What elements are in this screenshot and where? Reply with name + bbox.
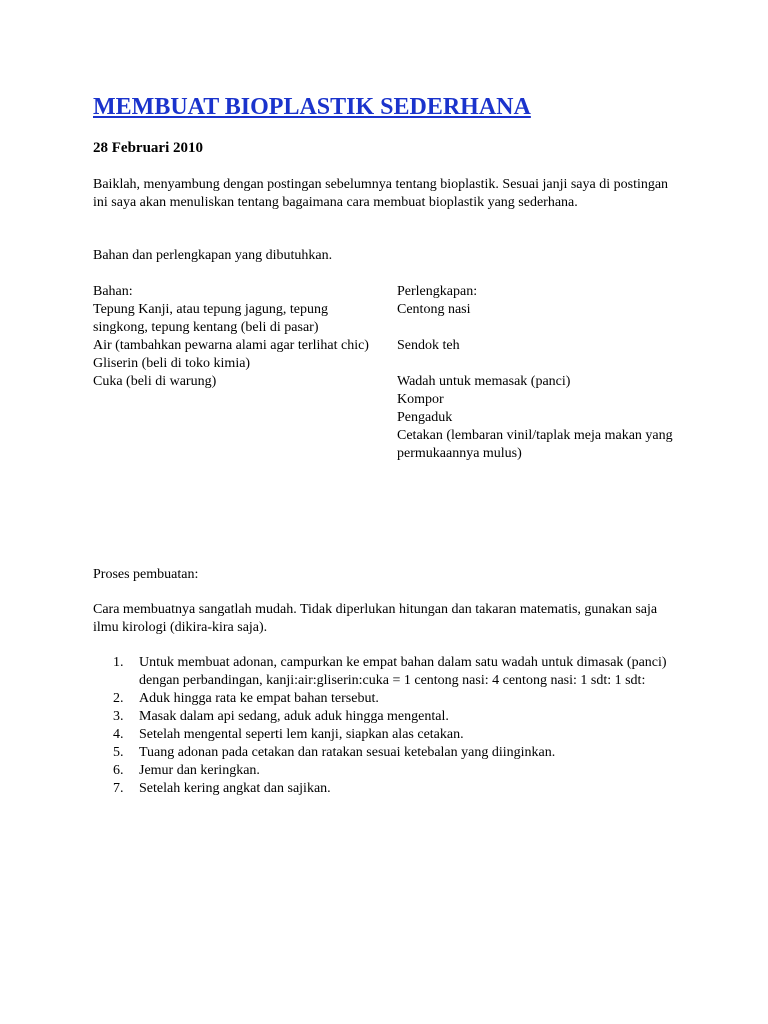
perlengkapan-item: Kompor <box>397 392 444 407</box>
step-text: Aduk hingga rata ke empat bahan tersebut. <box>139 691 379 706</box>
step-text: Jemur dan keringkan. <box>139 763 260 778</box>
step-number: 2. <box>113 691 124 706</box>
perlengkapan-item: Wadah untuk memasak (panci) <box>397 374 571 389</box>
page-title[interactable]: MEMBUAT BIOPLASTIK SEDERHANA <box>93 94 531 120</box>
step-number: 3. <box>113 709 124 724</box>
process-heading: Proses pembuatan: <box>93 567 199 582</box>
step-number: 6. <box>113 763 124 778</box>
step-text: Tuang adonan pada cetakan dan ratakan sesuai ketebalan yang diinginkan. <box>139 745 556 760</box>
step-text: Untuk membuat adonan, campurkan ke empat bahan dalam satu wadah untuk dimasak (panci) dengan perbandingan, kanji:air:gliserin:cuka = 1 centong nasi: 4 centong nasi: 1 sdt: 1 sdt: <box>139 655 667 688</box>
perlengkapan-column <box>397 283 687 463</box>
steps-list <box>93 654 693 798</box>
list-item <box>93 762 693 780</box>
list-item <box>93 690 693 708</box>
bahan-heading: Bahan: <box>93 284 133 299</box>
perlengkapan-heading: Perlengkapan: <box>397 284 478 299</box>
bahan-item: Gliserin (beli di toko kimia) <box>93 356 251 371</box>
intro-paragraph: Baiklah, menyambung dengan postingan sebelumnya tentang bioplastik. Sesuai janji saya di postingan ini saya akan menuliskan tentang bagaimana cara membuat bioplastik yang sederhana. <box>93 177 669 210</box>
perlengkapan-item: Centong nasi <box>397 302 471 317</box>
list-item <box>93 744 693 762</box>
materials-intro: Bahan dan perlengkapan yang dibutuhkan. <box>93 248 333 263</box>
perlengkapan-item: Sendok teh <box>397 338 460 353</box>
list-item <box>93 654 693 690</box>
list-item <box>93 780 693 798</box>
step-text: Setelah kering angkat dan sajikan. <box>139 781 331 796</box>
list-item <box>93 726 693 744</box>
step-number: 4. <box>113 727 124 742</box>
step-number: 5. <box>113 745 124 760</box>
step-number: 7. <box>113 781 124 796</box>
spacer <box>397 355 687 373</box>
bahan-item: Tepung Kanji, atau tepung jagung, tepung singkong, tepung kentang (beli di pasar) <box>93 302 329 335</box>
perlengkapan-item: Cetakan (lembaran vinil/taplak meja makan yang permukaannya mulus) <box>397 428 673 461</box>
bahan-item: Cuka (beli di warung) <box>93 374 217 389</box>
step-number: 1. <box>113 655 124 670</box>
spacer <box>397 319 687 337</box>
bahan-column <box>93 283 378 391</box>
post-date: 28 Februari 2010 <box>93 140 203 156</box>
method-paragraph: Cara membuatnya sangatlah mudah. Tidak diperlukan hitungan dan takaran matematis, gunakan saja ilmu kirologi (dikira-kira saja). <box>93 602 658 635</box>
perlengkapan-item: Pengaduk <box>397 410 453 425</box>
list-item <box>93 708 693 726</box>
step-text: Setelah mengental seperti lem kanji, siapkan alas cetakan. <box>139 727 464 742</box>
bahan-item: Air (tambahkan pewarna alami agar terlihat chic) <box>93 338 369 353</box>
step-text: Masak dalam api sedang, aduk aduk hingga mengental. <box>139 709 449 724</box>
